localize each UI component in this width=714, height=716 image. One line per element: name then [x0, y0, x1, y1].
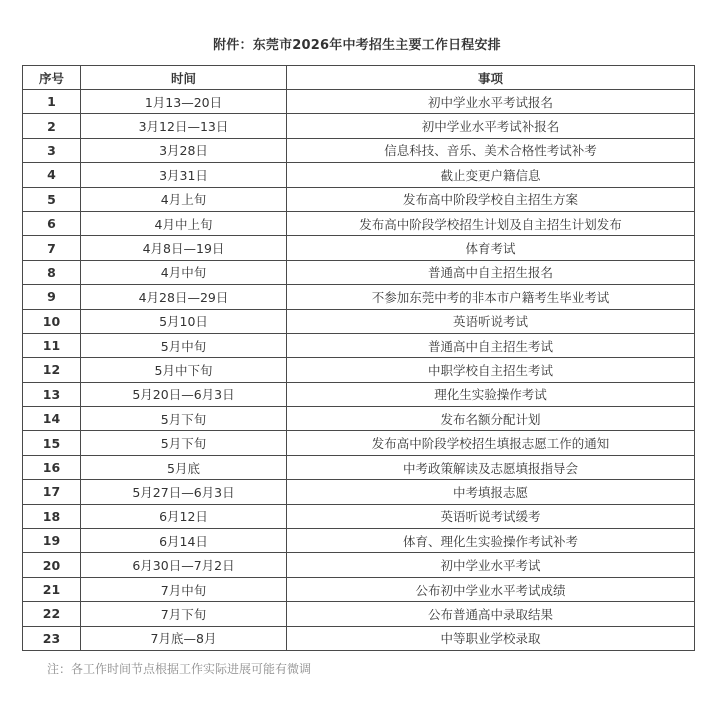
- row-item-cell: 公布初中学业水平考试成绩: [287, 577, 695, 601]
- table-row: [23, 407, 695, 431]
- row-time-cell: 3月12日—13日: [81, 114, 287, 138]
- row-number-cell: 20: [23, 553, 81, 577]
- row-item-cell: 初中学业水平考试补报名: [287, 114, 695, 138]
- row-item-cell: 初中学业水平考试报名: [287, 90, 695, 114]
- row-time-cell: 7月底—8月: [81, 626, 287, 650]
- table-row: [23, 309, 695, 333]
- row-time-cell: 7月中旬: [81, 577, 287, 601]
- row-number-cell: 7: [23, 236, 81, 260]
- row-time-cell: 7月下旬: [81, 602, 287, 626]
- row-time-cell: 5月下旬: [81, 407, 287, 431]
- row-item-cell: 截止变更户籍信息: [287, 163, 695, 187]
- table-row: [23, 529, 695, 553]
- row-time-cell: 5月底: [81, 455, 287, 479]
- row-time-cell: 3月28日: [81, 138, 287, 162]
- row-time-cell: 4月8日—19日: [81, 236, 287, 260]
- row-item-cell: 不参加东莞中考的非本市户籍考生毕业考试: [287, 285, 695, 309]
- row-time-cell: 5月中旬: [81, 333, 287, 357]
- table-row: [23, 455, 695, 479]
- table-row: [23, 626, 695, 650]
- row-number-cell: 18: [23, 504, 81, 528]
- table-row: [23, 358, 695, 382]
- row-item-cell: 体育考试: [287, 236, 695, 260]
- row-item-cell: 发布名额分配计划: [287, 407, 695, 431]
- row-number-cell: 23: [23, 626, 81, 650]
- row-number-cell: 6: [23, 211, 81, 235]
- row-time-cell: 4月上旬: [81, 187, 287, 211]
- row-number-cell: 19: [23, 529, 81, 553]
- row-item-cell: 发布高中阶段学校招生填报志愿工作的通知: [287, 431, 695, 455]
- row-number-cell: 3: [23, 138, 81, 162]
- column-header-number: 序号: [23, 66, 81, 90]
- row-number-cell: 15: [23, 431, 81, 455]
- table-row: [23, 431, 695, 455]
- row-time-cell: 5月10日: [81, 309, 287, 333]
- row-item-cell: 中等职业学校录取: [287, 626, 695, 650]
- row-item-cell: 普通高中自主招生考试: [287, 333, 695, 357]
- row-number-cell: 12: [23, 358, 81, 382]
- row-item-cell: 发布高中阶段学校自主招生方案: [287, 187, 695, 211]
- row-number-cell: 22: [23, 602, 81, 626]
- table-row: [23, 236, 695, 260]
- table-row: [23, 114, 695, 138]
- row-number-cell: 4: [23, 163, 81, 187]
- schedule-table: [22, 65, 695, 651]
- row-item-cell: 普通高中自主招生报名: [287, 260, 695, 284]
- table-row: [23, 553, 695, 577]
- row-time-cell: 1月13—20日: [81, 90, 287, 114]
- table-row: [23, 187, 695, 211]
- row-number-cell: 8: [23, 260, 81, 284]
- row-time-cell: 5月20日—6月3日: [81, 382, 287, 406]
- table-row: [23, 602, 695, 626]
- table-header-row: [23, 66, 695, 90]
- page-title: 附件：东莞市2026年中考招生主要工作日程安排: [213, 38, 501, 53]
- row-item-cell: 初中学业水平考试: [287, 553, 695, 577]
- row-time-cell: 6月30日—7月2日: [81, 553, 287, 577]
- row-item-cell: 体育、理化生实验操作考试补考: [287, 529, 695, 553]
- table-row: [23, 260, 695, 284]
- table-row: [23, 211, 695, 235]
- row-time-cell: 3月31日: [81, 163, 287, 187]
- row-item-cell: 中考政策解读及志愿填报指导会: [287, 455, 695, 479]
- table-body: [23, 90, 695, 651]
- row-time-cell: 4月28日—29日: [81, 285, 287, 309]
- table-row: [23, 285, 695, 309]
- table-row: [23, 577, 695, 601]
- row-time-cell: 5月中下旬: [81, 358, 287, 382]
- row-time-cell: 4月中上旬: [81, 211, 287, 235]
- column-header-time: 时间: [81, 66, 287, 90]
- footnote: 注：各工作时间节点根据工作实际进展可能有微调: [47, 662, 312, 676]
- row-item-cell: 中考填报志愿: [287, 480, 695, 504]
- row-number-cell: 13: [23, 382, 81, 406]
- table-row: [23, 163, 695, 187]
- row-number-cell: 2: [23, 114, 81, 138]
- row-number-cell: 14: [23, 407, 81, 431]
- row-item-cell: 信息科技、音乐、美术合格性考试补考: [287, 138, 695, 162]
- row-number-cell: 11: [23, 333, 81, 357]
- row-number-cell: 1: [23, 90, 81, 114]
- table-row: [23, 333, 695, 357]
- row-item-cell: 发布高中阶段学校招生计划及自主招生计划发布: [287, 211, 695, 235]
- row-item-cell: 公布普通高中录取结果: [287, 602, 695, 626]
- row-number-cell: 17: [23, 480, 81, 504]
- row-number-cell: 16: [23, 455, 81, 479]
- row-time-cell: 6月14日: [81, 529, 287, 553]
- row-item-cell: 中职学校自主招生考试: [287, 358, 695, 382]
- row-number-cell: 10: [23, 309, 81, 333]
- table-row: [23, 138, 695, 162]
- table-row: [23, 480, 695, 504]
- row-item-cell: 英语听说考试: [287, 309, 695, 333]
- table-row: [23, 382, 695, 406]
- row-time-cell: 5月下旬: [81, 431, 287, 455]
- row-item-cell: 理化生实验操作考试: [287, 382, 695, 406]
- row-time-cell: 5月27日—6月3日: [81, 480, 287, 504]
- row-number-cell: 21: [23, 577, 81, 601]
- row-time-cell: 6月12日: [81, 504, 287, 528]
- row-number-cell: 5: [23, 187, 81, 211]
- row-time-cell: 4月中旬: [81, 260, 287, 284]
- column-header-item: 事项: [287, 66, 695, 90]
- table-row: [23, 504, 695, 528]
- table-row: [23, 90, 695, 114]
- row-item-cell: 英语听说考试缓考: [287, 504, 695, 528]
- row-number-cell: 9: [23, 285, 81, 309]
